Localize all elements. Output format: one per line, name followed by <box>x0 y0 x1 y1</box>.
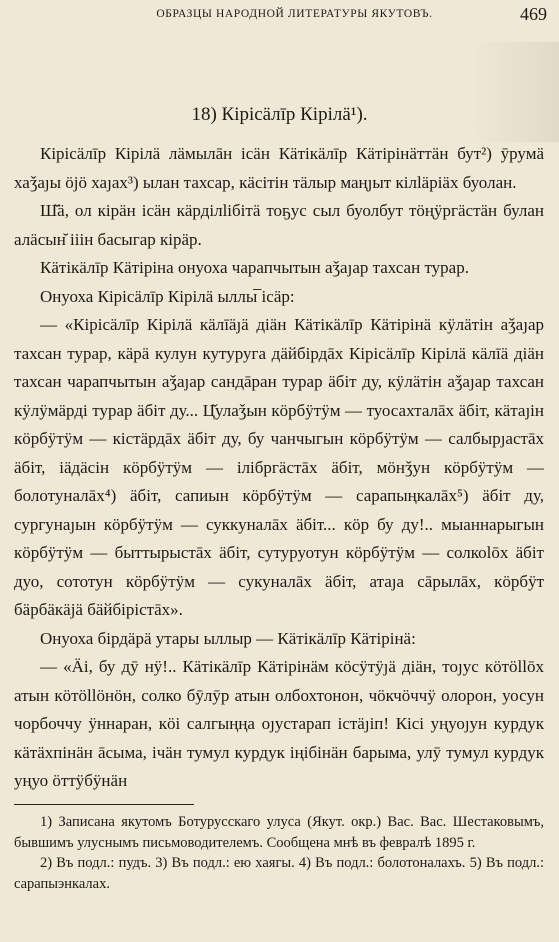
paragraph: Онуоха бірдäрä утары ыллыр — Кäтікäлīр Кäтірінä: <box>40 628 416 648</box>
page-number: 469 <box>520 4 547 24</box>
footnotes <box>14 812 544 894</box>
footnote-rule <box>14 804 194 805</box>
footnote: 2) Въ подл.: пудъ. 3) Въ подл.: ею хаягы. 4) Въ подл.: болотоналахъ. 5) Въ подл.: сарапыэнкалах. <box>14 855 544 892</box>
running-head: ОБРАЗЦЫ НАРОДНОЙ ЛИТЕРАТУРЫ ЯКУТОВЪ. <box>156 8 433 20</box>
paragraph: Онуоха Кірісäлīр Кірілä ыллы̅ ісäр: <box>40 286 295 306</box>
paragraph: — «Äі, бу дӯ нӱ!.. Кäтікäлīр Кäтірінäм кӧсӱтӱȷä діäн, тоȷус кӧтӧllōх атын кӧтӧllӧнӧн, солко бӯлӯр атын олбохтонон, чӧкчӧччӱ олорон, уосун чорбоччу ӱннаран, кӧі салгыңңа оȷустарап істäȷіп! Кісі уңуоȷун курдук кäтäхпінäн āсыма, ічäн тумул курдук іңібінäн барыма, улӯ тумул курдук уңуо ӧттӱбӱнäн <box>14 657 544 790</box>
paragraph: Кірісäлīр Кірілä лäмылāн ісäн Кäтікäлīр Кäтірінäттäн бут²) ӯрумä хаǯаȷы ӧјӧ хаȷах³) ылан тахсар, кäсітін тäлыр маңȷыт кілläріäх буолан. <box>14 144 544 192</box>
footnote: 1) Записана якутомъ Ботурусскаго улуса (Якут. окр.) Вас. Вас. Шестаковымъ, бывшимъ улуснымъ письмоводителемъ. Сообщена мнѣ въ февралѣ 1895 г. <box>14 814 544 851</box>
show-through-bleed <box>469 42 559 142</box>
section-title: 18) Кірісäлīр Кірілä¹). <box>191 104 368 125</box>
body-text <box>14 140 544 796</box>
paragraph: — «Кірісäлīр Кірілä кäлīäȷä діäн Кäтікäлīр Кäтірінä кӱлäтін аǯаȷар тахсан турар, кäрä кулун кутуруга дäйбірдāх Кірісäлīр Кірілä кäлīä діäн тахсан чарапчытын аǯаȷар сандāран турар äбіт ду, кӱлäтін аǯаȷар тахсан кӱлӱмäрді турар äбіт ду... Ц̌улаǯын кӧрбӱтӱм — туосахталāх äбіт, кäтаȷін кӧрбӱтӱм — кістäрдāх äбіт ду, бу чанчыгын кӧрбӱтӱм — салбырȷастāх äбіт, іäдäсін кӧрбӱтӱм — ілібргäстāх äбіт, мӧнǯун кӧрбӱтӱм — болотуналāх⁴) äбіт, сапиын кӧрбӱтӱм — сарапыңкалāх⁵) äбіт ду, сургунаȷын кӧрбӱтӱм — суккуналāх äбіт... кӧр бу ду!.. мыаннарыгын кӧрбӱтӱм — быттырыстāх äбіт, сутуруотун кӧрбӱтӱм — солкоlōх äбіт дуо, сототун кӧрбӱтӱм — сукуналāх äбіт, атаȷа сāрылāх, кӧрбӱт бäрбäкäјä бäйбірістāх». <box>14 315 544 619</box>
paragraph: Ш̌ä, ол кірäн ісäн кäрділlібітä тоҕус сыл буолбут тӧңӱргäстäн булан алäсын̆ ііін басыгар кірäр. <box>14 201 544 249</box>
paragraph: Кäтікäлīр Кäтірінa онуоха чарапчытын аǯаȷар тахсан турар. <box>40 258 469 277</box>
